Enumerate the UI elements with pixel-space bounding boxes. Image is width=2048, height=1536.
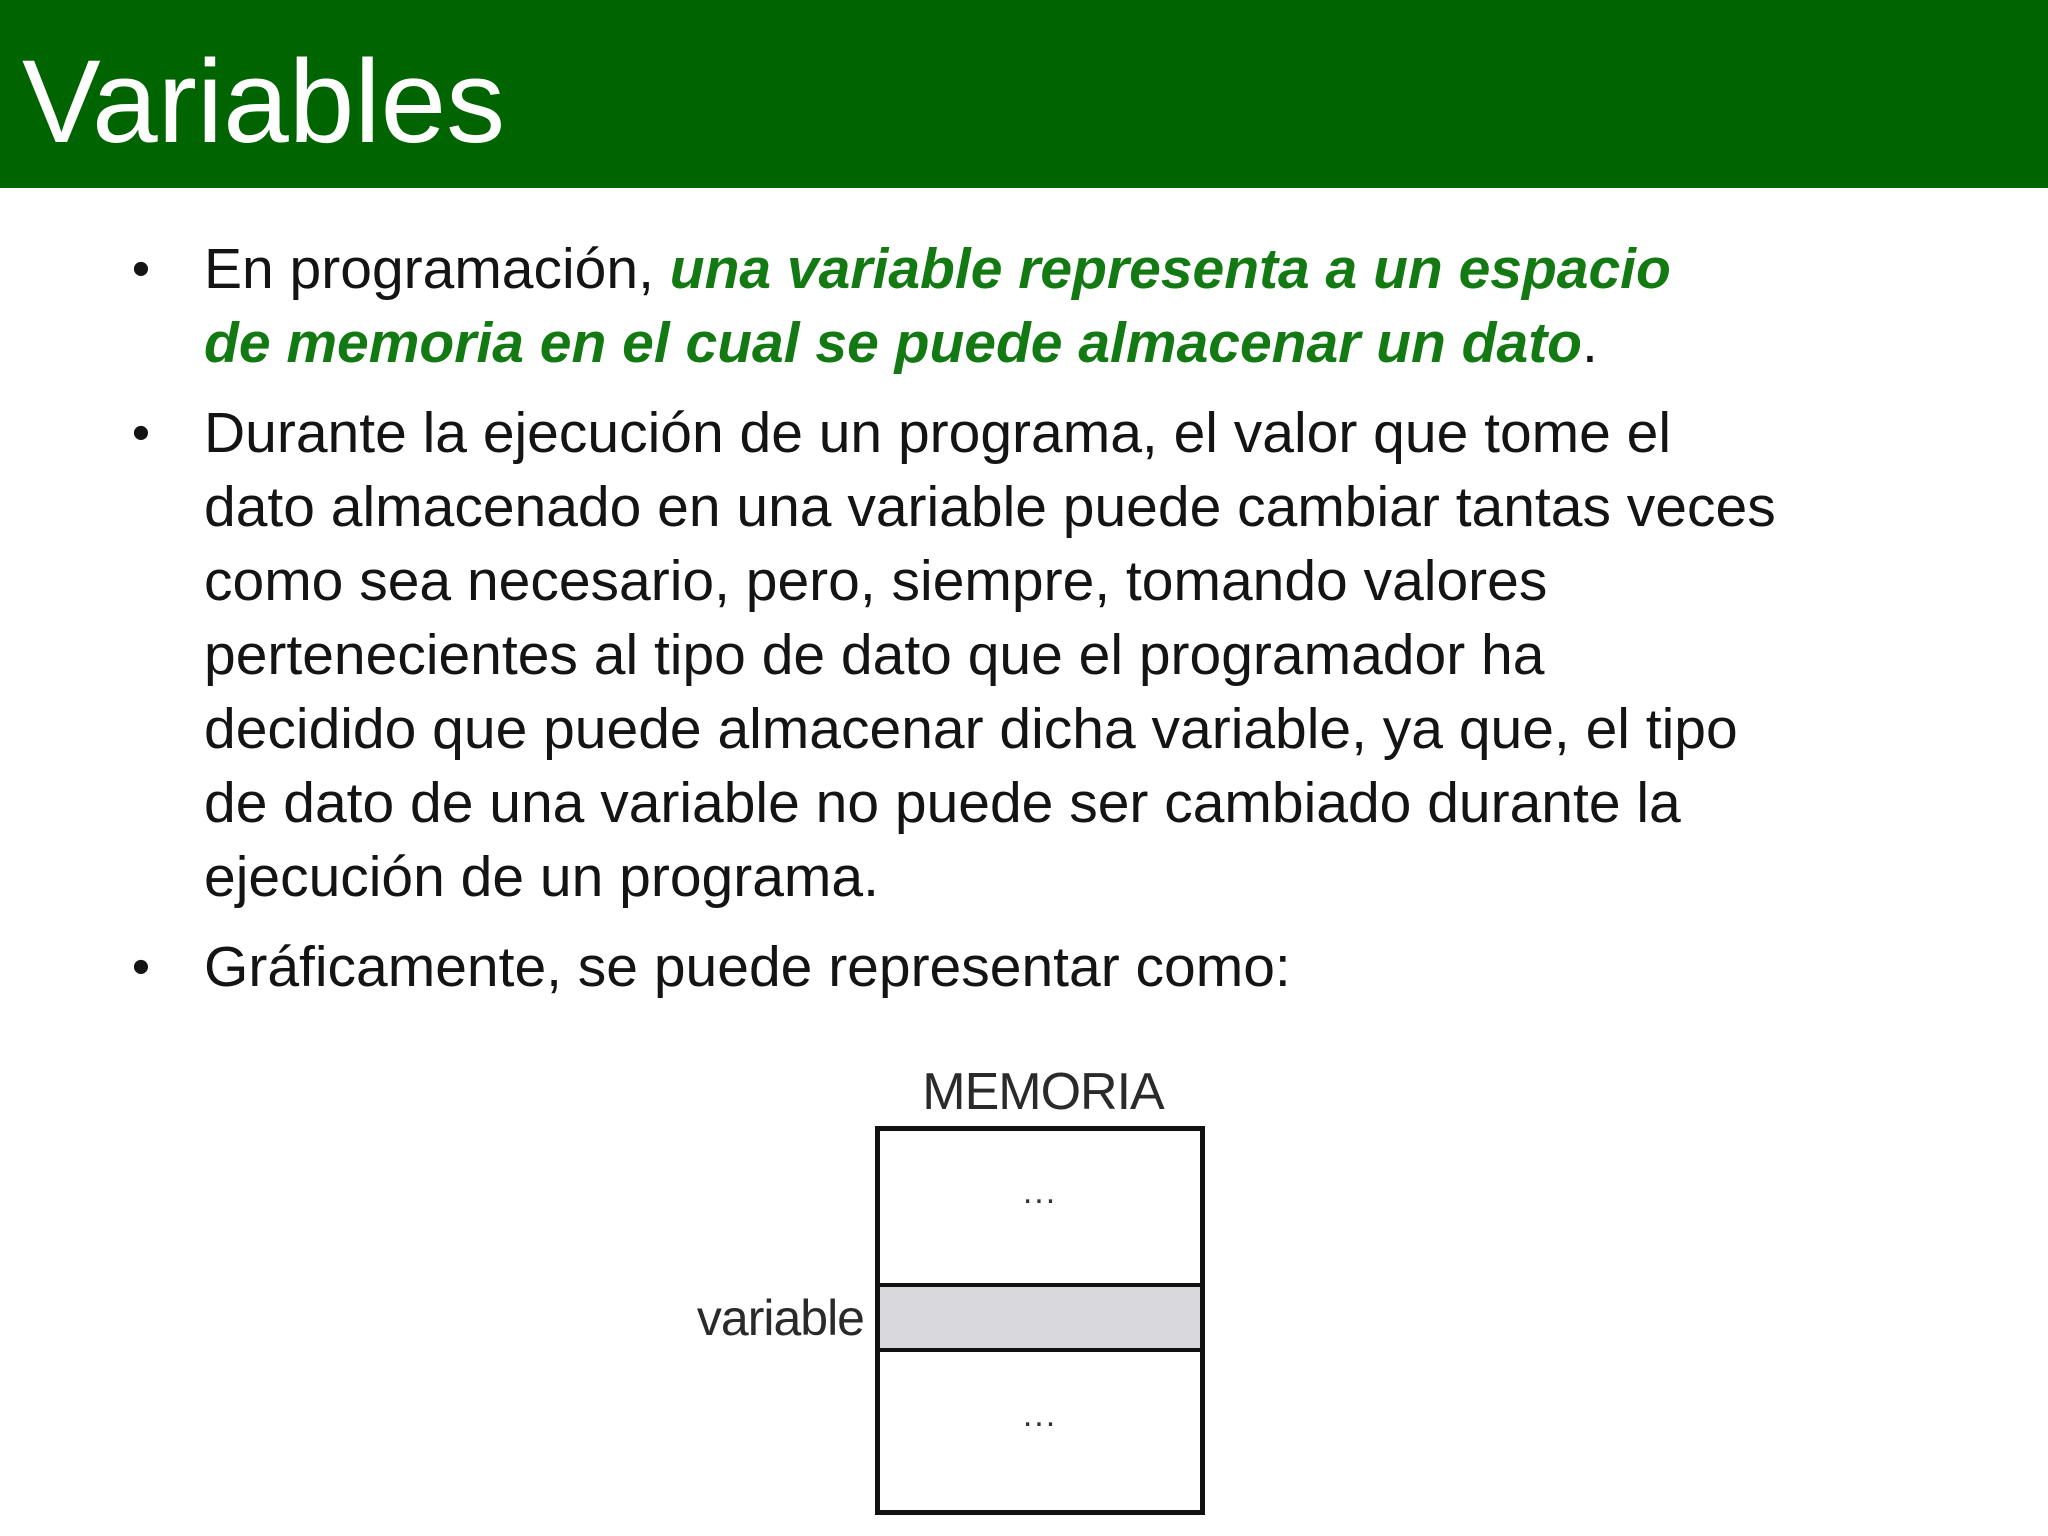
definition-emphasis: de memoria en el cual se puede almacenar un dato — [204, 311, 1582, 375]
slide-title: Variables — [22, 36, 506, 168]
bullet-line: como sea necesario, pero, siempre, tomando valores — [204, 549, 1548, 613]
bullet-line: Gráficamente, se puede representar como: — [204, 935, 1291, 999]
bullet-line: Durante la ejecución de un programa, el valor que tome el — [204, 401, 1672, 465]
bullet-graphic — [131, 930, 1944, 1004]
bullet-line: de dato de una variable no puede ser cambiado durante la — [204, 771, 1681, 835]
bullet-line — [204, 232, 1944, 306]
bullet-marker: • — [131, 404, 151, 462]
bullet-line — [204, 306, 1944, 380]
ellipsis-bottom: ... — [1022, 1396, 1058, 1434]
bullet-marker: • — [131, 938, 151, 996]
bullet-definition — [131, 232, 1944, 380]
bullet-line: ejecución de un programa. — [204, 845, 879, 909]
definition-emphasis: una variable representa a un espacio — [669, 237, 1671, 301]
bullet-line: dato almacenado en una variable puede cambiar tantas veces — [204, 475, 1776, 539]
bullet-text: . — [1582, 311, 1598, 375]
variable-label: variable — [696, 1290, 864, 1346]
bullet-line: decidido que puede almacenar dicha variable, ya que, el tipo — [204, 697, 1738, 761]
bullet-execution — [131, 396, 1944, 914]
bullet-marker: • — [131, 240, 151, 298]
bullet-line: pertenecientes al tipo de dato que el programador ha — [204, 623, 1545, 687]
bullet-text: En programación, — [204, 237, 670, 301]
ellipsis-top: ... — [1022, 1173, 1058, 1211]
memory-label: MEMORIA — [922, 1063, 1164, 1121]
